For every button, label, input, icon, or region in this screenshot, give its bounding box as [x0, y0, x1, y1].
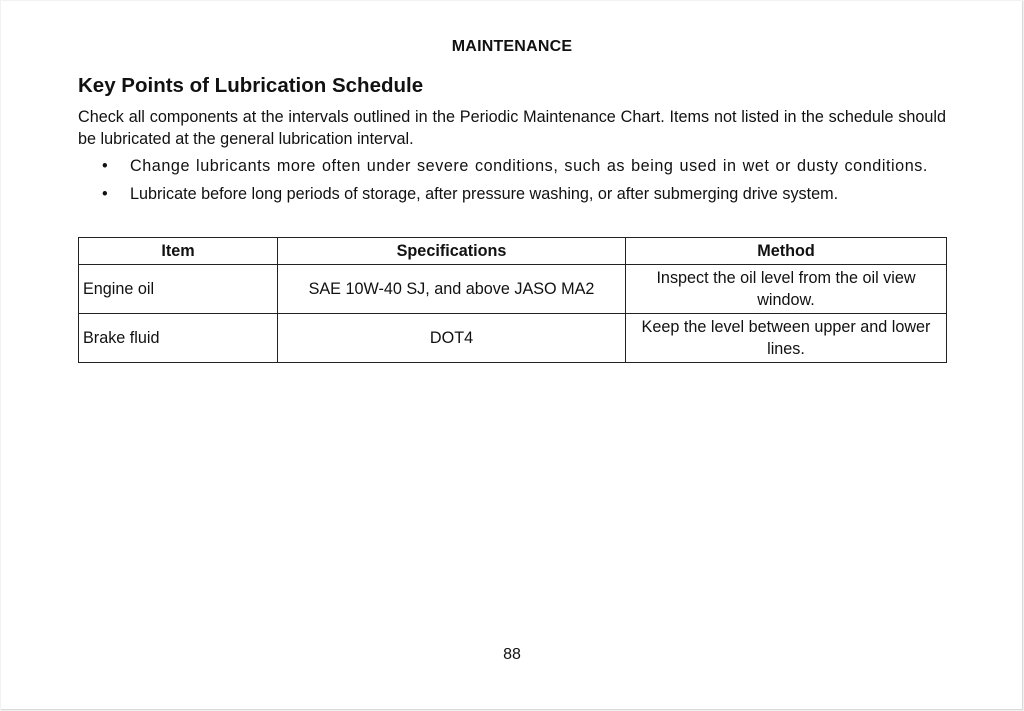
column-header-specifications: Specifications: [278, 238, 626, 265]
cell-specification: SAE 10W-40 SJ, and above JASO MA2: [278, 265, 626, 314]
bullet-icon: •: [102, 185, 108, 203]
bullet-icon: •: [102, 157, 108, 175]
list-item: [78, 155, 946, 177]
document-page: [1, 1, 1023, 710]
bullet-text: Change lubricants more often under severe conditions, such as being used in wet or dusty conditions.: [130, 157, 928, 175]
cell-method: Keep the level between upper and lower lines.: [626, 314, 947, 363]
table-row: [79, 265, 947, 314]
lubrication-table: [78, 237, 947, 363]
intro-paragraph: Check all components at the intervals outlined in the Periodic Maintenance Chart. Items not listed in the schedule should be lubricated at the general lubrication interval.: [78, 108, 946, 148]
cell-specification: DOT4: [278, 314, 626, 363]
cell-item: Engine oil: [79, 265, 278, 314]
bullet-text: Lubricate before long periods of storage, after pressure washing, or after submerging drive system.: [130, 185, 839, 203]
column-header-method: Method: [626, 238, 947, 265]
table-header-row: [79, 238, 947, 265]
section-header: MAINTENANCE: [451, 38, 573, 55]
page-number: 88: [503, 646, 521, 663]
table-row: [79, 314, 947, 363]
list-item: [78, 183, 946, 205]
bullet-list: [78, 155, 946, 211]
cell-item: Brake fluid: [79, 314, 278, 363]
cell-method: Inspect the oil level from the oil view window.: [626, 265, 947, 314]
page-title: Key Points of Lubrication Schedule: [78, 74, 424, 97]
column-header-item: Item: [79, 238, 278, 265]
